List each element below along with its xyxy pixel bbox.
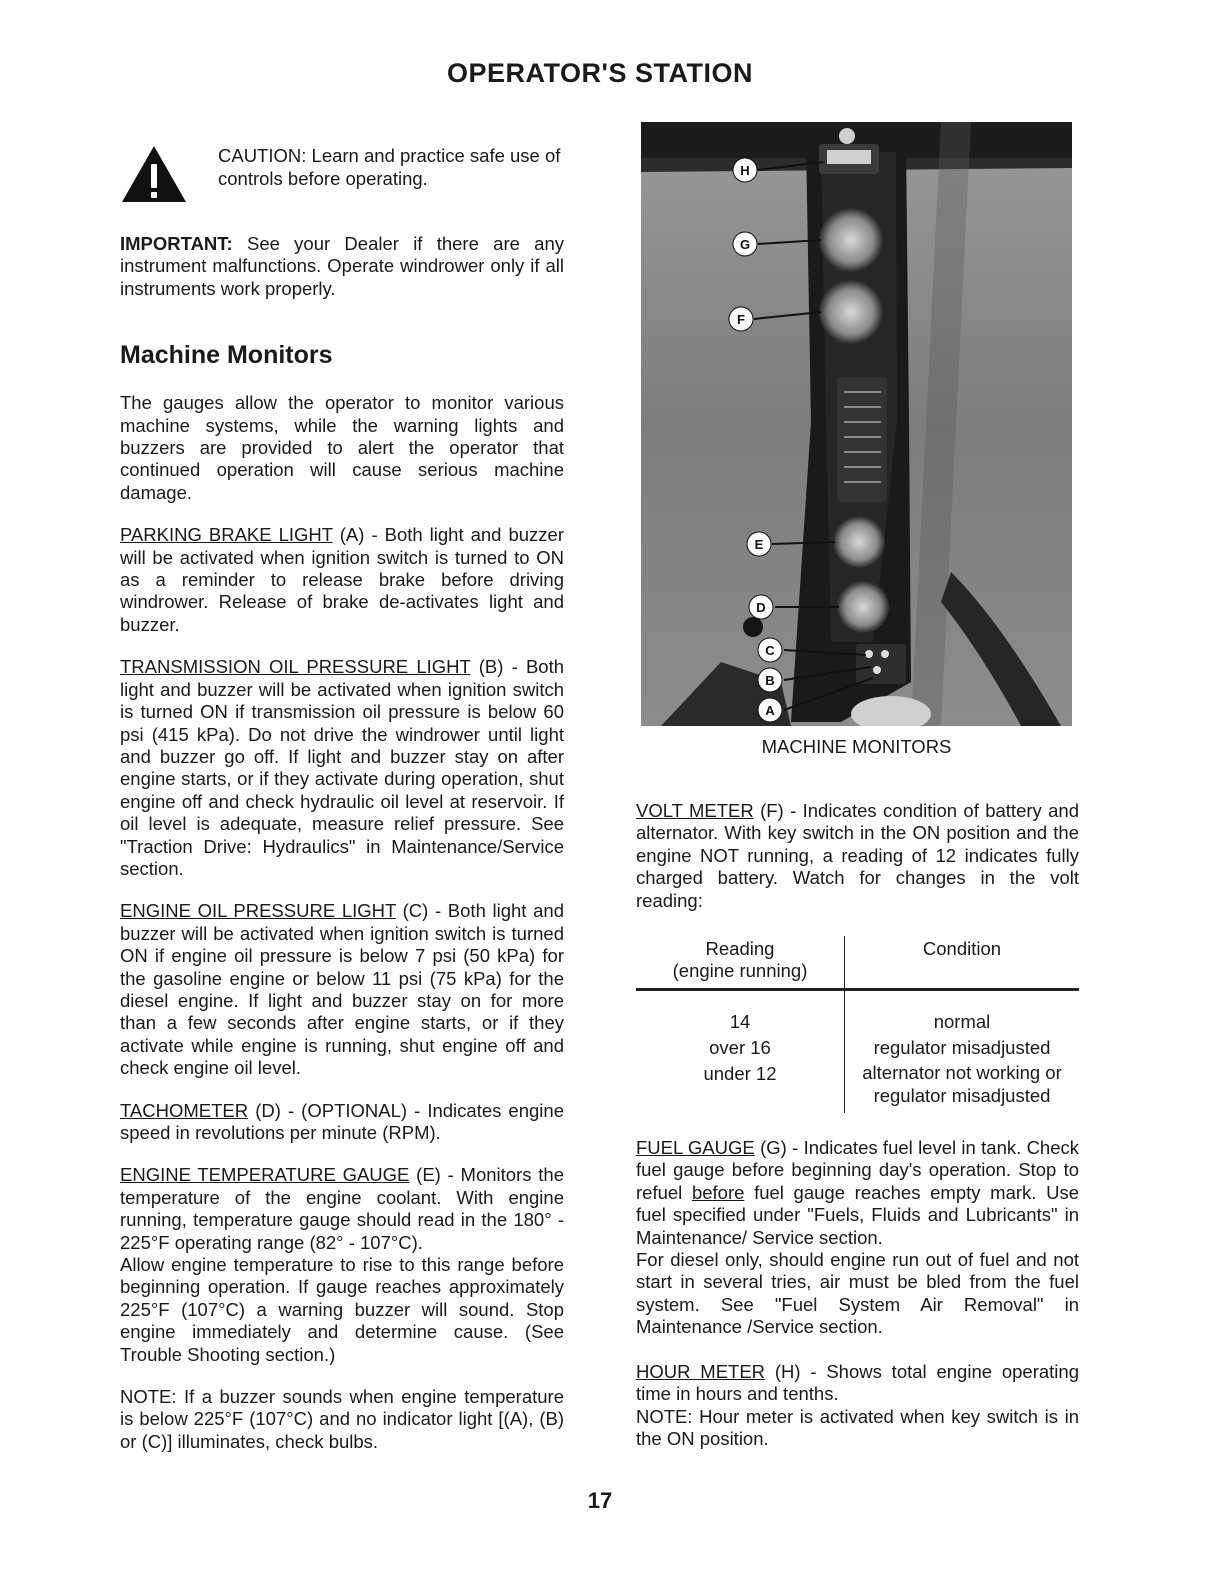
volt-table-header — [636, 936, 1079, 990]
caution-block — [120, 140, 564, 220]
important-paragraph — [120, 233, 564, 300]
fuel-gauge-paragraph — [636, 1137, 1079, 1249]
note-buzzer-body: If a buzzer sounds when engine temperature is below 225°F (107°C) and no indicator light [(A), (B) or (C)] illuminates, check bulbs. — [120, 1386, 564, 1452]
transmission-body: - Both light and buzzer will be activated when ignition switch is turned ON if transmission oil pressure is below 60 psi (415 kPa). Do not drive the windrower until light and buzzer go off. If light and buzzer stay on after engine starts, or if they activate during operation, shut engine off and check hydraulic oil level at reservoir. If oil level is adequate, measure relief pressure. See "Traction Drive: Hydraulics" in Maintenance/Service section. — [120, 656, 565, 879]
important-lead: IMPORTANT: — [120, 233, 233, 254]
parking-brake-tag: (A) — [332, 524, 365, 546]
photo-label-g: G — [739, 237, 751, 252]
header-condition: Condition — [845, 936, 1080, 990]
reading-cell: over 16 — [709, 1037, 771, 1059]
header-reading — [636, 936, 845, 990]
transmission-paragraph — [120, 656, 564, 880]
fuel-diesel-paragraph: For diesel only, should engine run out of fuel and not start in several tries, air must be bled from the fuel system. See "Fuel System Air Removal" in Maintenance /Service section. — [636, 1249, 1079, 1338]
condition-cell: alternator not working or regulator misadjusted — [845, 1061, 1080, 1113]
page-title: OPERATOR'S STATION — [447, 58, 753, 88]
caution-text — [218, 144, 564, 190]
page-number: 17 — [587, 1488, 613, 1513]
volt-meter-paragraph — [636, 800, 1079, 912]
tachometer-body: - (OPTIONAL) - Indicates engine speed in revolutions per minute (RPM). — [120, 1099, 564, 1143]
note-buzzer-lead: NOTE: — [120, 1386, 177, 1408]
machine-monitors-photo — [641, 122, 1072, 726]
note-buzzer-paragraph — [120, 1386, 564, 1453]
temperature-lead: ENGINE TEMPERATURE GAUGE — [120, 1164, 410, 1186]
temperature-tag: (E) — [409, 1164, 441, 1186]
table-row — [636, 1061, 1079, 1113]
header-reading-sub: (engine running) — [672, 960, 808, 982]
volt-reading-table — [636, 936, 1079, 1113]
transmission-tag: (B) — [470, 656, 504, 678]
table-row — [636, 990, 1079, 1036]
hour-note-lead: NOTE: — [636, 1405, 693, 1427]
tachometer-tag: (D) — [248, 1099, 281, 1121]
tachometer-paragraph — [120, 1100, 564, 1145]
engine-oil-paragraph — [120, 900, 564, 1079]
volt-meter-lead: VOLT METER — [636, 800, 754, 821]
photo-label-c: C — [765, 643, 775, 658]
warning-triangle-icon — [120, 144, 188, 204]
parking-brake-paragraph — [120, 524, 564, 636]
parking-brake-lead: PARKING BRAKE LIGHT — [120, 524, 333, 546]
engine-oil-tag: (C) — [395, 900, 429, 922]
reading-cell: 14 — [729, 1011, 751, 1033]
photo-label-a: A — [765, 703, 775, 718]
volt-meter-body: - Indicates condition of battery and alternator. With key switch in the ON position and the engine NOT running, a reading of 12 indicates fully charged battery. Watch for changes in the volt reading: — [636, 800, 1079, 911]
caution-body: Learn and practice safe use of controls before operating. — [218, 145, 561, 189]
engine-oil-lead: ENGINE OIL PRESSURE LIGHT — [120, 900, 396, 922]
caution-lead: CAUTION: — [218, 145, 307, 166]
photo-label-e: E — [754, 537, 764, 552]
fuel-gauge-lead: FUEL GAUGE — [636, 1137, 755, 1159]
hour-meter-body: - Shows total engine operating time in hours and tenths. — [636, 1360, 1079, 1405]
right-column — [636, 800, 1079, 1450]
figure-caption: MACHINE MONITORS — [761, 736, 952, 757]
tachometer-lead: TACHOMETER — [120, 1099, 249, 1121]
intro-paragraph: The gauges allow the operator to monitor various machine systems, while the warning lights and buzzers are provided to alert the operator that continued operation will cause serious machine damage. — [120, 392, 564, 503]
left-column — [120, 140, 564, 1453]
transmission-lead: TRANSMISSION OIL PRESSURE LIGHT — [120, 656, 471, 678]
hour-meter-note — [636, 1406, 1079, 1451]
hour-meter-lead: HOUR METER — [636, 1360, 766, 1382]
volt-meter-tag: (F) — [753, 800, 784, 821]
reading-cell: under 12 — [703, 1063, 777, 1085]
header-reading-text: Reading — [705, 938, 775, 960]
fuel-gauge-body-a: - Indicates fuel level in tank. Check fuel gauge before beginning day's operation. Stop to refuel — [636, 1137, 1080, 1203]
engine-oil-body: - Both light and buzzer will be activated when ignition switch is turned ON if engine oil pressure is below 7 psi (50 kPa) for the gasoline engine or below 11 psi (75 kPa) for the diesel engine. If light and buzzer stay on for more than a few seconds after engine starts, or if they activate while engine is running, shut engine off and check engine oil level. — [120, 900, 564, 1079]
fuel-gauge-tag: (G) — [754, 1137, 787, 1159]
hour-meter-paragraph — [636, 1361, 1079, 1406]
table-row — [636, 1035, 1079, 1061]
photo-label-d: D — [756, 600, 766, 615]
photo-label-h: H — [740, 163, 750, 178]
parking-brake-body: - Both light and buzzer will be activated when ignition switch is turned to ON as a reminder to release brake before driving windrower. Release of brake de-activates light and buzzer. — [120, 524, 564, 635]
temperature-paragraph-2: Allow engine temperature to rise to this range before beginning operation. If gauge reaches approximately 225°F (107°C) a warning buzzer will sound. Stop engine immediately and determine cause. (See Trouble Shooting section.) — [120, 1254, 564, 1365]
condition-cell: normal — [845, 990, 1080, 1036]
important-body: See your Dealer if there are any instrument malfunctions. Operate windrower only if all instruments work properly. — [120, 233, 564, 299]
temperature-body: - Monitors the temperature of the engine coolant. With engine running, temperature gauge should read in the 180° - 225°F operating range (82° - 107°C). — [120, 1164, 564, 1253]
photo-label-f: F — [737, 312, 745, 327]
section-heading: Machine Monitors — [120, 341, 333, 370]
dashboard-illustration — [641, 122, 1072, 726]
hour-meter-tag: (H) — [765, 1360, 801, 1382]
temperature-paragraph — [120, 1164, 564, 1254]
condition-cell: regulator misadjusted — [845, 1035, 1080, 1061]
photo-label-b: B — [765, 673, 775, 688]
hour-note-body: Hour meter is activated when key switch is in the ON position. — [636, 1405, 1079, 1449]
fuel-gauge-emphasis: before — [691, 1181, 745, 1203]
fuel-gauge-body-b: fuel gauge reaches empty mark. Use fuel specified under "Fuels, Fluids and Lubricants" in Maintenance/ Service section. — [636, 1181, 1079, 1248]
